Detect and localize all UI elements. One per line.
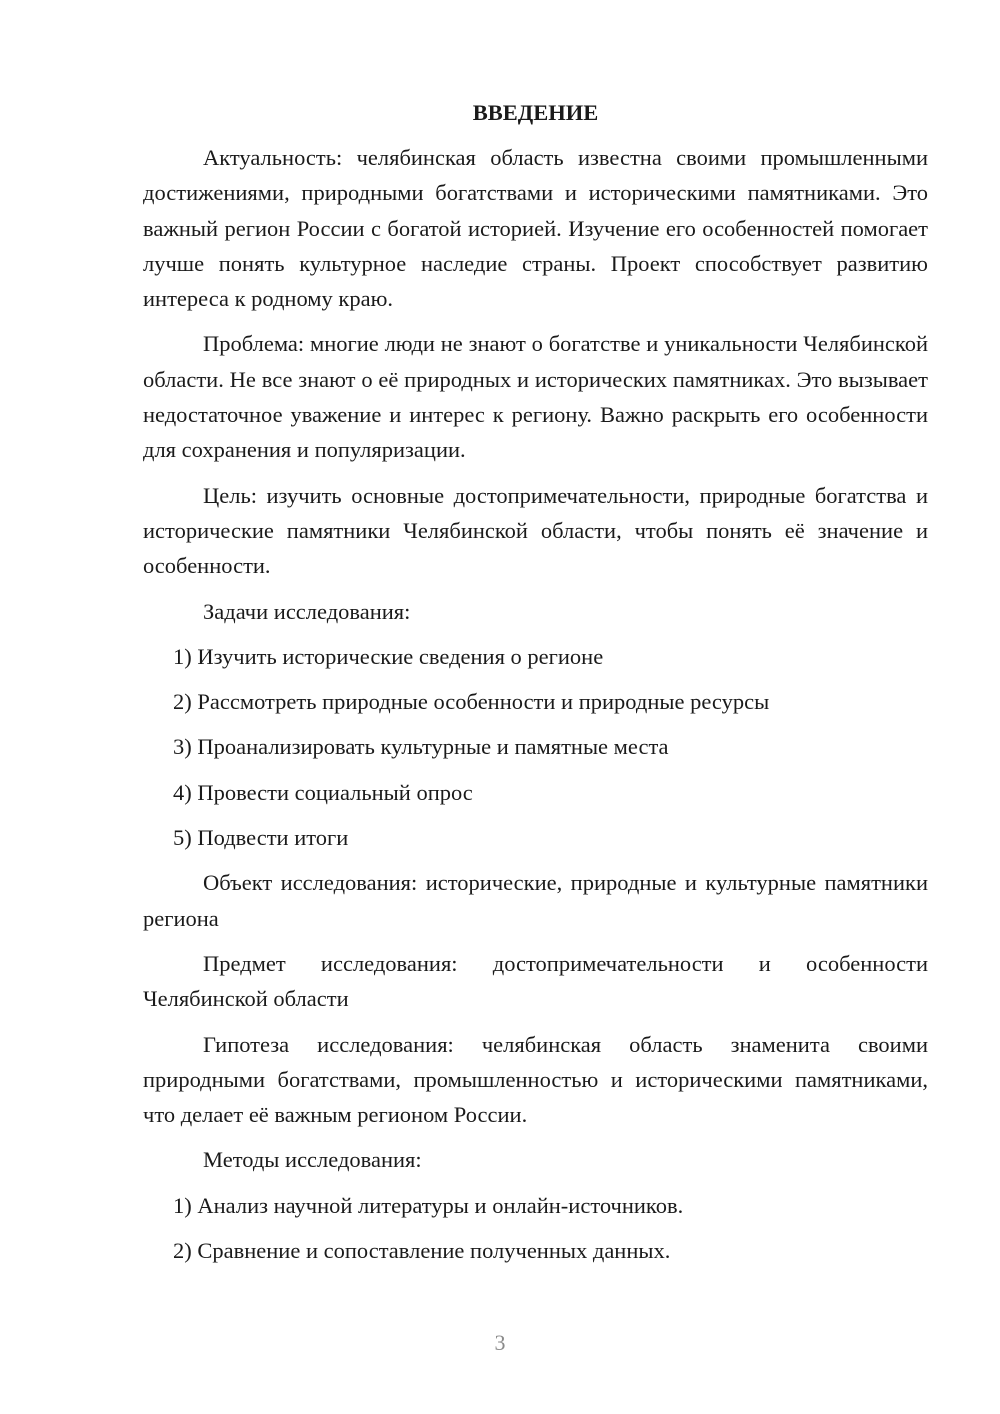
methods-heading: Методы исследования:: [203, 1147, 422, 1173]
task-item: 1) Изучить исторические сведения о регионе: [173, 643, 604, 669]
problem-paragraph: Проблема: многие люди не знают о богатстве и уникальности Челябинской области. Не все знают о её природных и исторических памятниках. Это вызывает недостаточное уважение и интерес к региону. Важно раскрыть его особенности для сохранения и популяризации.: [143, 331, 928, 463]
task-item: 5) Подвести итоги: [173, 825, 349, 851]
hypothesis-paragraph: Гипотеза исследования: челябинская область знаменита своими природными богатствами, промышленностью и историческими памятниками, что делает её важным регионом России.: [143, 1031, 928, 1128]
tasks-heading: Задачи исследования:: [203, 598, 411, 624]
method-item: 1) Анализ научной литературы и онлайн-источников.: [173, 1192, 684, 1218]
page-number: 3: [494, 1330, 506, 1355]
goal-paragraph: Цель: изучить основные достопримечательности, природные богатства и исторические памятники Челябинской области, чтобы понять её значение и особенности.: [143, 482, 928, 579]
section-title: ВВЕДЕНИЕ: [472, 100, 599, 125]
object-paragraph: Объект исследования: исторические, природные и культурные памятники региона: [143, 870, 928, 931]
task-item: 3) Проанализировать культурные и памятные места: [173, 734, 669, 760]
method-item: 2) Сравнение и сопоставление полученных данных.: [173, 1238, 671, 1264]
task-item: 4) Провести социальный опрос: [173, 779, 473, 805]
relevance-paragraph: Актуальность: челябинская область известна своими промышленными достижениями, природными богатствами и историческими памятниками. Это важный регион России с богатой историей. Изучение его особенностей помогает лучше понять культурное наследие страны. Проект способствует развитию интереса к родному краю.: [143, 145, 928, 312]
document-page: [143, 95, 928, 1278]
task-item: 2) Рассмотреть природные особенности и природные ресурсы: [173, 689, 770, 715]
subject-paragraph: Предмет исследования: достопримечательности и особенности Челябинской области: [143, 950, 928, 1012]
